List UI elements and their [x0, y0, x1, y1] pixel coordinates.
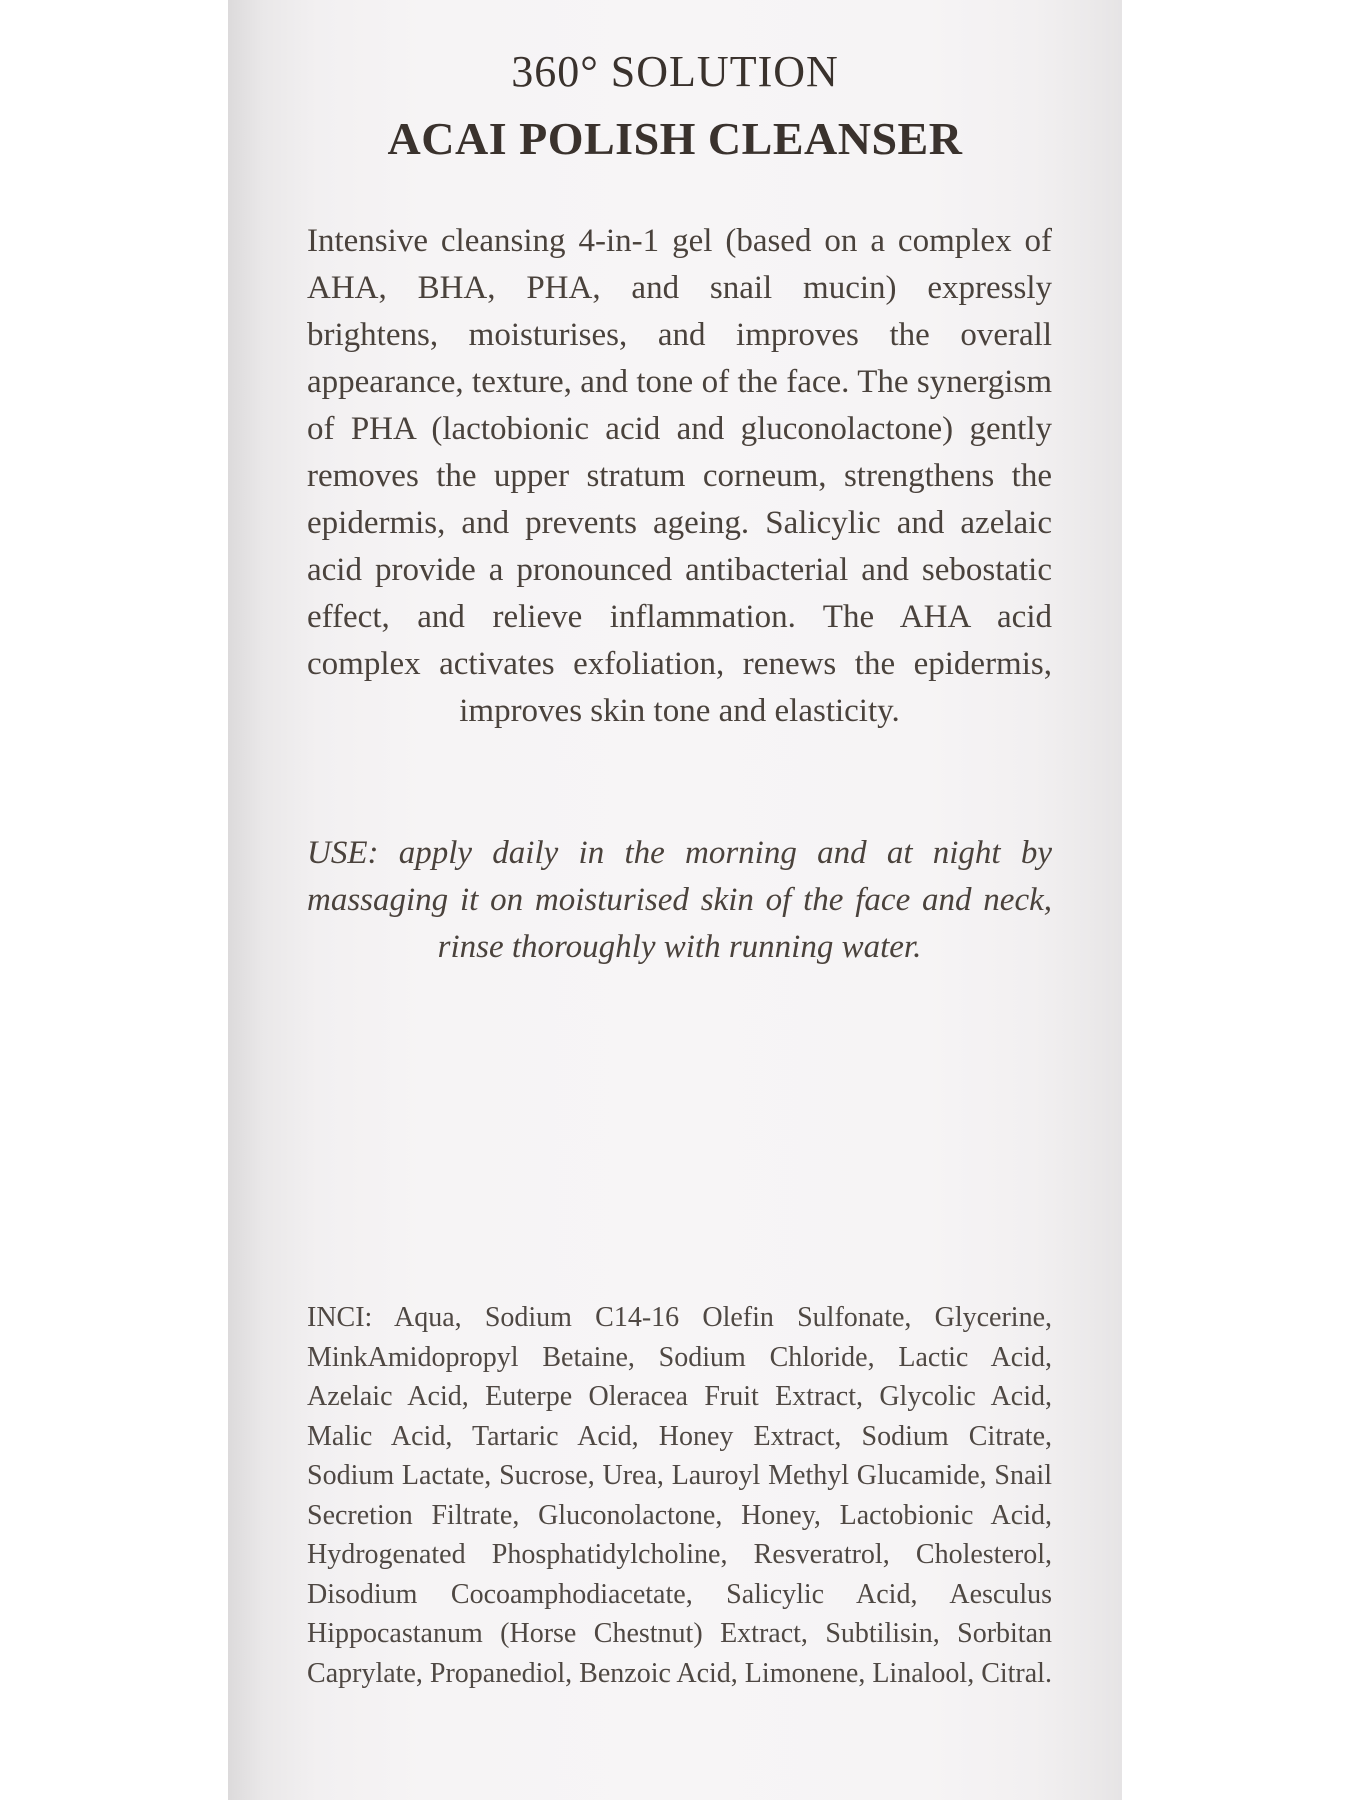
product-name: ACAI POLISH CLEANSER — [387, 113, 963, 164]
product-line-title: 360° SOLUTION — [511, 47, 839, 96]
usage-instructions: USE: apply daily in the morning and at night by massaging it on moisturised skin of the face and neck, rinse thoroughly with running water. — [307, 835, 1052, 965]
product-description: Intensive cleansing 4-in-1 gel (based on a complex of AHA, BHA, PHA, and snail mucin) expressly brightens, moisturises, and improves the overall appearance, texture, and tone of the face. The synergism of PHA (lactobionic acid and gluconolactone) gently removes the upper stratum corneum, strengthens the epidermis, and prevents ageing. Salicylic and azelaic acid provide a pronounced antibacterial and sebostatic effect, and relieve inflammation. The AHA acid complex activates exfoliation, renews the epidermis, improves skin tone and elasticity. — [307, 223, 1052, 729]
ingredients-list: INCI: Aqua, Sodium C14-16 Olefin Sulfonate, Glycerine, MinkAmidopropyl Betaine, Sodium Chloride, Lactic Acid, Azelaic Acid, Euterpe Oleracea Fruit Extract, Glycolic Acid, Malic Acid, Tartaric Acid, Honey Extract, Sodium Citrate, Sodium Lactate, Sucrose, Urea, Lauroyl Methyl Glucamide, Snail Secretion Filtrate, Gluconolactone, Honey, Lactobionic Acid, Hydrogenated Phosphatidylcholine, Resveratrol, Cholesterol, Disodium Cocoamphodiacetate, Salicylic Acid, Aesculus Hippocastanum (Horse Chestnut) Extract, Subtilisin, Sorbitan Caprylate, Propanediol, Benzoic Acid, Limonene, Linalool, Citral. — [307, 1302, 1052, 1689]
